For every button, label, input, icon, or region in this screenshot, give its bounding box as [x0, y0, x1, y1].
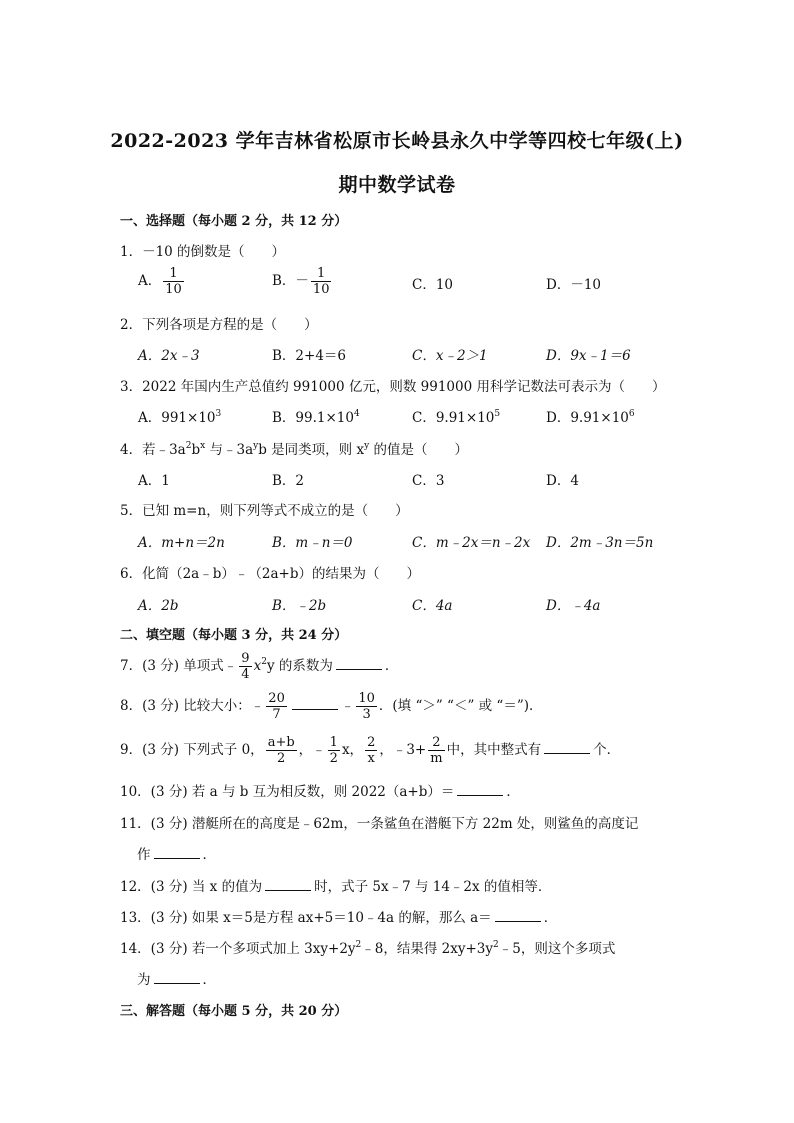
option-c: C．$9.91\times 10^5$	[412, 409, 501, 426]
option-a: A．2x﹣3	[138, 348, 200, 364]
question-8: 8．(3 分) 比较大小：﹣ $\frac{20}{7}$ ﹣ $\frac{10}{3}$ ．(填 “＞” “＜” 或 “＝”)．	[120, 691, 543, 722]
question-6: 6．化简（2a﹣b）﹣（2a+b）的结果为（ ）	[120, 566, 420, 582]
question-10: 10．(3 分) 若 a 与 b 互为相反数，则 2022（a+b）＝ ．	[120, 784, 520, 800]
answer-blank	[265, 878, 311, 891]
option-c: C．3	[412, 473, 445, 489]
option-d: D．﹣4a	[546, 598, 601, 614]
question-14: 14．(3 分) 若一个多项式加上 $3xy+2y^2﹣8$，结果得 $2xy+3y^2﹣5$，则这个多项式	[120, 940, 616, 957]
question-9: 9．(3 分) 下列式子 0， $\frac{a+b}{2}$ ，﹣ $\frac{1}{2}$ x， $\frac{2}{x}$ ，﹣3+ $\frac{2}{m}$ 中，其中整式有 个．	[120, 735, 621, 766]
option-a: A． $\frac{1}{10}$	[138, 266, 182, 297]
option-c: C．4a	[412, 598, 453, 614]
option-d: D．－10	[546, 277, 602, 293]
question-3: 3．2022 年国内生产总值约 991000 亿元，则数 991000 用科学记数法可表示为（ ）	[120, 379, 666, 395]
option-a: A．2b	[138, 598, 179, 614]
section-heading: 三、解答题（每小题 5 分，共 20 分）	[120, 1004, 348, 1019]
answer-blank	[336, 657, 382, 670]
question-7: 7．(3 分) 单项式﹣ $\frac{9}{4}$ $x^2y$ 的系数为 ．	[120, 651, 399, 682]
answer-blank	[292, 697, 338, 710]
question-2: 2．下列各项是方程的是（ ）	[120, 317, 318, 333]
fraction: $\frac{9}{4}$	[241, 651, 250, 682]
option-b: B．－ $\frac{1}{10}$	[272, 266, 330, 297]
option-b: B．$99.1\times 10^4$	[272, 409, 360, 426]
question-1: 1．－10 的倒数是（ ）	[120, 244, 286, 260]
option-a: A．$991\times 10^3$	[138, 409, 222, 426]
question-11: 11．(3 分) 潜艇所在的高度是﹣62m，一条鲨鱼在潜艇下方 22m 处，则鲨鱼的高度记	[120, 816, 639, 832]
option-c: C．m﹣2x＝n﹣2x	[412, 535, 531, 551]
fraction: $\frac{1}{2}$	[329, 735, 338, 766]
exam-title: 2022-2023 学年吉林省松原市长岭县永久中学等四校七年级(上)	[110, 130, 684, 152]
fraction: $\frac{a+b}{2}$	[267, 735, 295, 766]
option-d: D．$9.91\times 10^6$	[546, 409, 635, 426]
fraction: $\frac{10}{3}$	[358, 691, 375, 722]
fraction: $\frac{1}{10}$	[165, 266, 182, 297]
fraction: $\frac{20}{7}$	[268, 691, 285, 722]
option-c: C．10	[412, 277, 454, 293]
answer-blank	[544, 741, 590, 754]
option-d: D．4	[546, 473, 579, 489]
fraction: $\frac{2}{m}$	[430, 735, 443, 766]
option-d: D．2m﹣3n＝5n	[546, 535, 654, 551]
option-a: A．1	[138, 473, 170, 489]
option-d: D．9x﹣1＝6	[546, 348, 631, 364]
option-c: C．x﹣2＞1	[412, 348, 488, 364]
question-13: 13．(3 分) 如果 x＝5是方程 ax+5＝10﹣4a 的解，那么 a＝ ．	[120, 910, 558, 926]
exam-subtitle: 期中数学试卷	[338, 174, 456, 196]
option-a: A．m+n＝2n	[138, 535, 225, 551]
section-heading: 二、填空题（每小题 3 分，共 24 分）	[120, 628, 348, 643]
option-b: B．2+4＝6	[272, 348, 346, 364]
question-11-continued: 作 ．	[137, 847, 216, 863]
answer-blank	[154, 971, 200, 984]
answer-blank	[154, 846, 200, 859]
option-b: B．﹣2b	[272, 598, 327, 614]
answer-blank	[495, 909, 541, 922]
answer-blank	[457, 783, 503, 796]
question-12: 12．(3 分) 当 x 的值为 时，式子 5x﹣7 与 14﹣2x 的值相等．	[120, 879, 552, 895]
fraction: $\frac{2}{x}$	[367, 735, 376, 766]
section-heading: 一、选择题（每小题 2 分，共 12 分）	[120, 214, 348, 229]
option-b: B．2	[272, 473, 305, 489]
question-5: 5．已知 m=n，则下列等式不成立的是（ ）	[120, 503, 409, 519]
question-4: 4．若$﹣3a^2b^x$ 与$﹣3a^yb$ 是同类项，则 $x^y$ 的值是（ ）	[120, 441, 468, 458]
fraction: $\frac{1}{10}$	[312, 266, 330, 297]
option-b: B．m﹣n＝0	[272, 535, 353, 551]
question-14-continued: 为 ．	[137, 972, 216, 988]
